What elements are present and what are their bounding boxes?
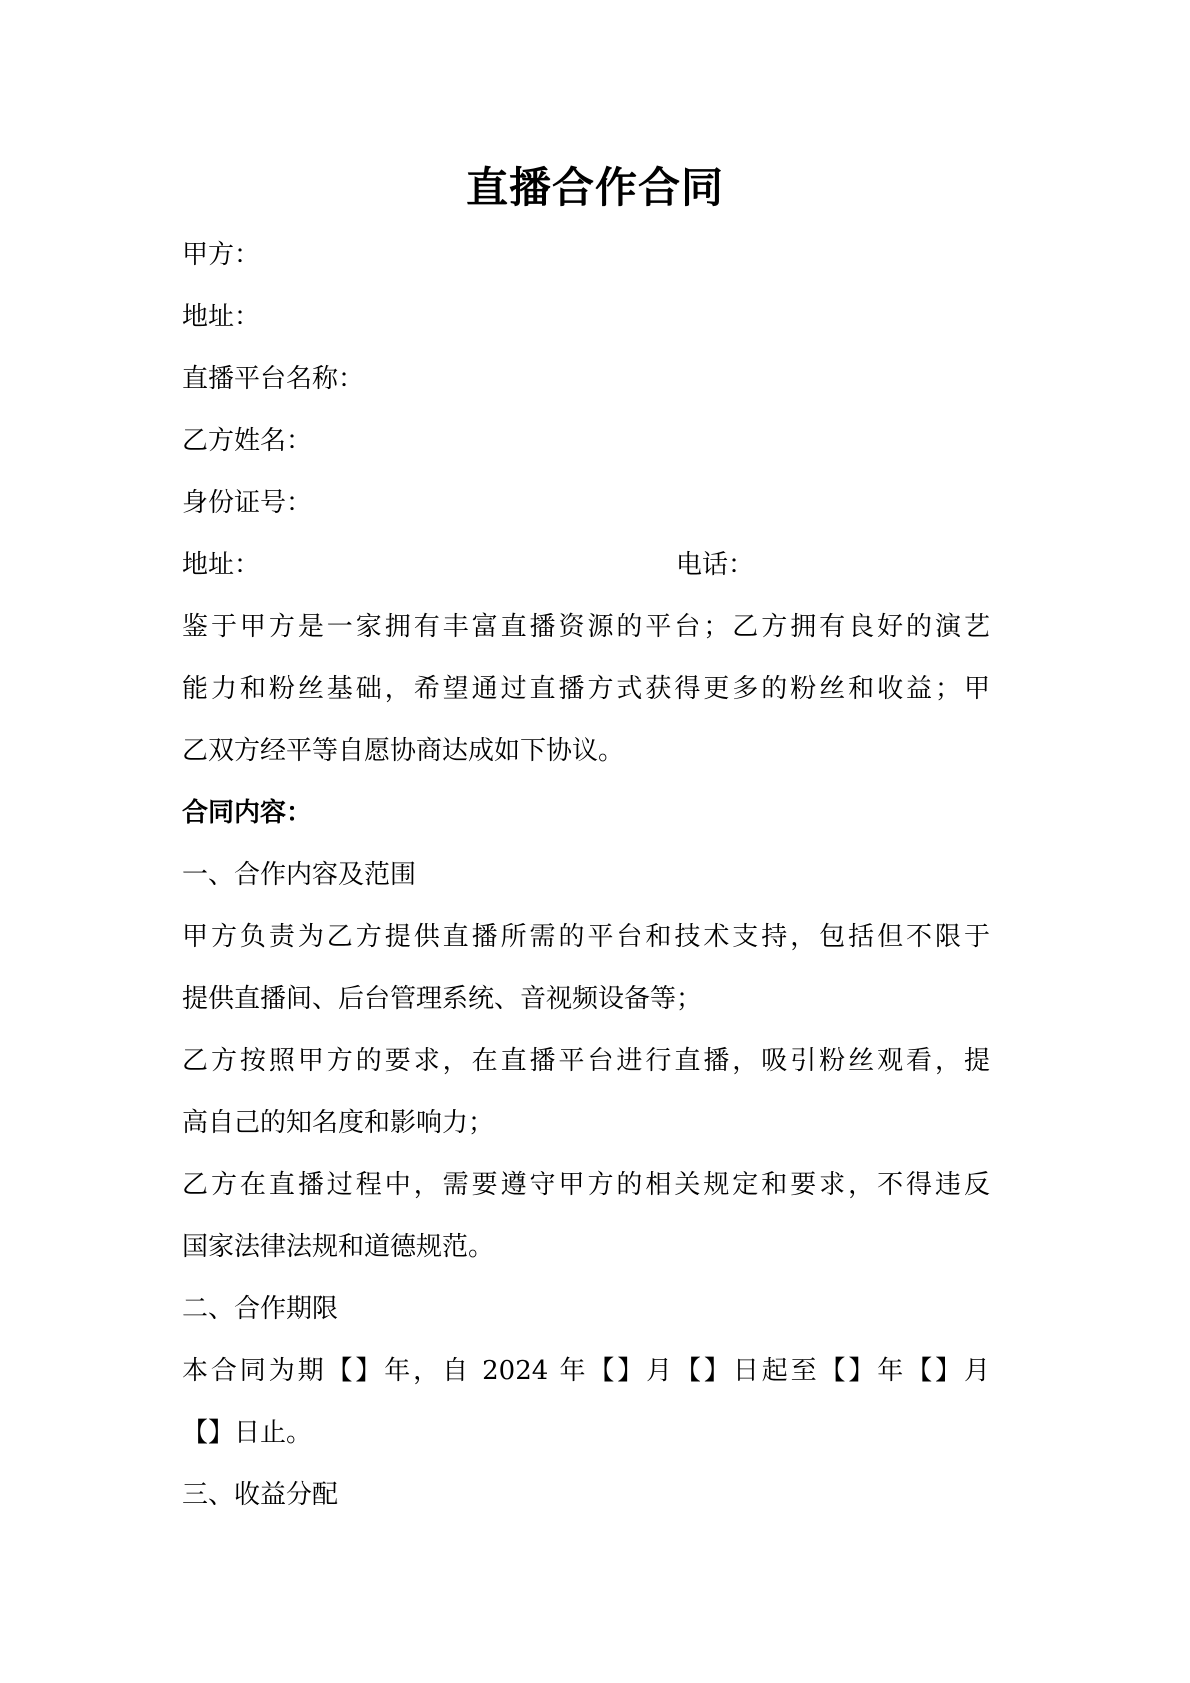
section-heading: 二、合作期限 — [182, 1294, 339, 1324]
preamble-line: 鉴于甲方是一家拥有丰富直播资源的平台；乙方拥有良好的演艺 — [182, 612, 990, 642]
field-id-number: 身份证号： — [182, 488, 313, 518]
preamble-line: 能力和粉丝基础，希望通过直播方式获得更多的粉丝和收益；甲 — [182, 674, 990, 704]
section-body-line: 乙方在直播过程中，需要遵守甲方的相关规定和要求，不得违反 — [182, 1170, 990, 1200]
field-party-a: 甲方： — [182, 240, 261, 270]
field-platform-name: 直播平台名称： — [182, 364, 365, 394]
section-body-line: 乙方按照甲方的要求，在直播平台进行直播，吸引粉丝观看，提 — [182, 1046, 990, 1076]
section-body-line: 甲方负责为乙方提供直播所需的平台和技术支持，包括但不限于 — [182, 922, 990, 952]
section-heading: 三、收益分配 — [182, 1480, 339, 1510]
contract-content-heading: 合同内容： — [182, 798, 313, 828]
document-title: 直播合作合同 — [465, 163, 724, 212]
field-phone: 电话： — [676, 550, 755, 580]
section-body-line: 国家法律法规和道德规范。 — [182, 1232, 495, 1262]
field-address-b: 地址： — [182, 550, 261, 580]
section-heading: 一、合作内容及范围 — [182, 860, 417, 890]
preamble-line: 乙双方经平等自愿协商达成如下协议。 — [182, 736, 625, 766]
section-body-line: 提供直播间、后台管理系统、音视频设备等； — [182, 984, 703, 1014]
section-body-line: 本合同为期【】年，自 2024 年【】月【】日起至【】年【】月 — [182, 1356, 990, 1386]
section-body-line: 高自己的知名度和影响力； — [182, 1108, 495, 1138]
field-party-b-name: 乙方姓名： — [182, 426, 313, 456]
section-body-line: 【】日止。 — [182, 1418, 313, 1448]
field-address-a: 地址： — [182, 302, 261, 332]
